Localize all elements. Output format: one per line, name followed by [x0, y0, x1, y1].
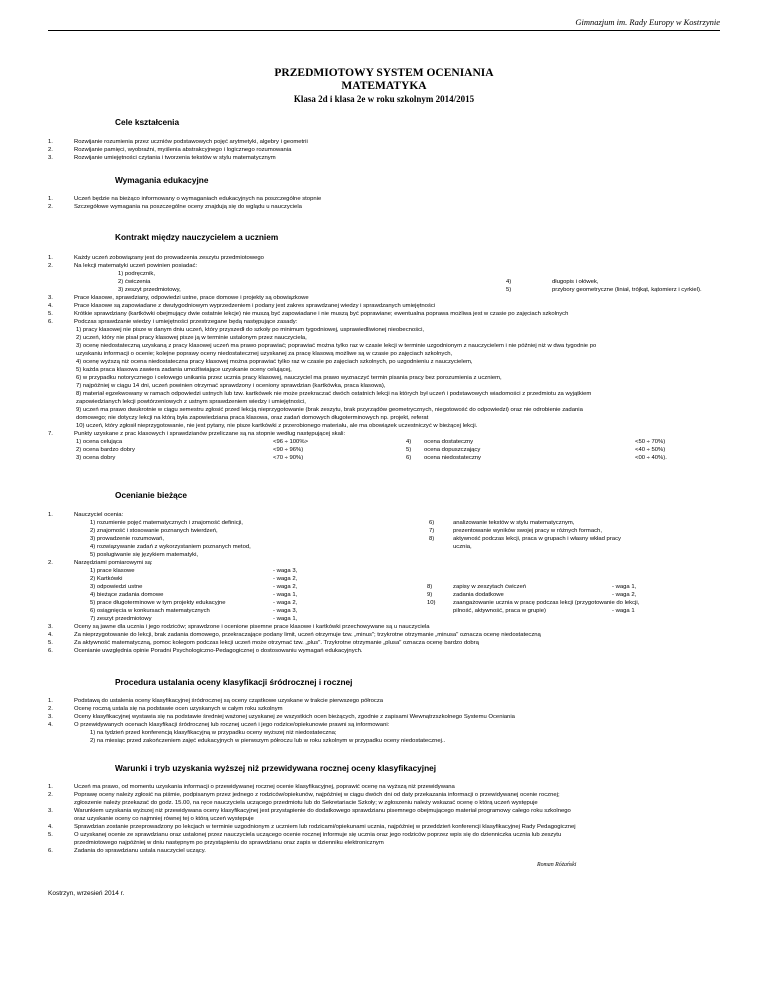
list-number: 1.: [48, 698, 53, 704]
list-item: Za aktywność matematyczną, pomoc kolegom podczas lekcji uczeń może otrzymać tzw. „plus". Trzykrotne otrzymanie „plusa" oznacza ocenę bardzo dobrą: [74, 640, 479, 646]
list-number: 4.: [48, 303, 53, 309]
list-number: 7.: [48, 431, 53, 437]
list-number: 2.: [48, 706, 53, 712]
section-heading-higher-grade: Warunki i tryb uzyskania wyższej niż przewidywana rocznej oceny klasyfikacyjnej: [115, 763, 437, 773]
doc-classes: Klasa 2d i klasa 2e w roku szkolnym 2014/2015: [293, 94, 475, 104]
section-heading-current-assessment: Ocenianie bieżące: [115, 490, 187, 500]
weight-tool: 2) Kartkówki: [90, 576, 123, 582]
list-item-cont: przedmiotowego najpóźniej w dniu następnym po przystąpieniu do sprawdzianu oraz zapis w dzienniku elektronicznym: [74, 840, 384, 846]
list-item: Nauczyciel ocenia:: [74, 512, 124, 518]
weight-tool: 3) odpowiedzi ustne: [90, 584, 143, 590]
list-number: 1.: [48, 255, 53, 261]
weight-tool: 6) osiągnięcia w konkursach matematycznych: [90, 608, 210, 614]
rule-item: zapowiedzianych lekcji powtórzeniowych z ustnym sprawdzeniem wiedzy i umiejętności,: [76, 399, 306, 405]
list-item: Podczas sprawdzanie wiedzy i umiejętności przestrzegane będą następujące zasady:: [74, 319, 298, 325]
list-item: Każdy uczeń zobowiązany jest do prowadzenia zeszytu przedmiotowego: [74, 255, 264, 261]
section-heading-classification: Procedura ustalania oceny klasyfikacji śródrocznej i rocznej: [115, 677, 353, 687]
weight-tool: pilność, aktywność, praca w grupie): [453, 608, 546, 614]
list-item: Prace klasowe, sprawdziany, odpowiedzi ustne, prace domowe i projekty są obowiązkowe: [74, 295, 309, 301]
scale-grade: 2) ocena bardzo dobry: [76, 447, 135, 453]
scale-range: <50 ÷ 70%): [635, 439, 666, 445]
list-item: Na lekcji matematyki uczeń powinien posiadać:: [74, 263, 198, 269]
equipment-item: 3) zeszyt przedmiotowy,: [118, 287, 181, 293]
weight-value: - waga 2,: [273, 576, 298, 582]
list-item: Za nieprzygotowanie do lekcji, brak zadania domowego, przekraczające podany limit, uczeń otrzymuje tzw. „minus"; trzykrotne otrzymanie „minusa" oznacza ocenę niedostateczną: [74, 632, 541, 638]
weight-tool: 4) bieżące zadania domowe: [90, 592, 164, 598]
list-number: 1.: [48, 784, 53, 790]
list-number: 5.: [48, 640, 53, 646]
list-number: 2.: [48, 560, 53, 566]
weight-value: - waga 3,: [273, 568, 298, 574]
weight-value: - waga 1,: [273, 616, 298, 622]
list-item: Rozwijanie pamięci, wyobraźni, myślenia abstrakcyjnego i logicznego rozumowania: [74, 147, 292, 153]
equipment-number: 5): [506, 287, 512, 293]
scale-grade: ocena dopuszczający: [424, 447, 481, 453]
equipment-item: długopis i ołówek,: [552, 279, 599, 285]
weight-tool: zaangażowanie ucznia w pracę podczas lekcji (przygotowanie do lekcji,: [453, 600, 640, 606]
weight-tool: 5) prace długoterminowe w tym projekty edukacyjne: [90, 600, 226, 606]
weight-tool: zapisy w zeszytach ćwiczeń: [453, 584, 527, 590]
list-item: Poprawę oceny należy zgłosić na piśmie, podpisanym przez jednego z rodziców/opiekunów, najpóźniej w ciągu dwóch dni od daty przekazania informacji o przewidywanej ocenie rocznej;: [74, 792, 560, 798]
scale-range: <70 ÷ 90%): [273, 455, 304, 461]
list-number: 4.: [48, 824, 53, 830]
header-rule: [48, 30, 720, 31]
equipment-item: 1) podręcznik,: [118, 271, 155, 277]
assessed-number: 7): [429, 528, 435, 534]
scale-range: <90 ÷ 96%): [273, 447, 304, 453]
list-item: Oceny są jawne dla ucznia i jego rodziców; sprawdzone i ocenione pisemne prace klasowe i kartkówki przechowywane są u nauczyciela: [74, 624, 430, 630]
list-item: Uczeń ma prawo, od momentu uzyskania informacji o przewidywanej rocznej ocenie klasyfikacyjnej, poprawić ocenę na wyższą niż przewidywana: [74, 784, 455, 790]
sub-item: 1) na tydzień przed konferencją klasyfikacyjną w przypadku oceny wyższej niż niedostateczna;: [90, 730, 337, 736]
place-date: Kostrzyn, wrzesień 2014 r.: [48, 890, 125, 897]
equipment-item: 2) ćwiczenia: [118, 279, 151, 285]
scale-grade: ocena niedostateczny: [424, 455, 481, 461]
list-item: O uzyskanej ocenie ze sprawdzianu oraz ustalonej przez nauczyciela uczącego ocenie rocznej informuje się ucznia oraz jego rodziców poprzez wpis się do dzienniczka ucznia lub zeszytu: [74, 832, 562, 838]
equipment-number: 4): [506, 279, 512, 285]
school-header: Gimnazjum im. Rady Europy w Kostrzynie: [575, 17, 720, 27]
weight-number: 8): [427, 584, 433, 590]
section-heading-requirements: Wymagania edukacyjne: [115, 175, 209, 185]
list-number: 6.: [48, 319, 53, 325]
list-item: O przewidywanych ocenach klasyfikacji śródrocznej lub rocznej uczeń i jego rodzice/opiekunowie prawni są informowani:: [74, 722, 390, 728]
list-number: 3.: [48, 808, 53, 814]
list-number: 2.: [48, 147, 53, 153]
scale-grade: ocena dostateczny: [424, 439, 474, 445]
list-number: 6.: [48, 848, 53, 854]
list-item: Punkty uzyskane z prac klasowych i sprawdzianów przeliczane są na stopnie według następującej skali:: [74, 431, 346, 437]
rule-item: uzyskaniu informacji o ocenie; kolejne poprawy oceny niedostatecznej uzyskanej za pracę klasową możliwe są w czasie po zajęciach szkolnych,: [76, 351, 453, 357]
list-number: 5.: [48, 832, 53, 838]
weight-number: 9): [427, 592, 433, 598]
list-number: 4.: [48, 722, 53, 728]
assessed-item: 5) posługiwanie się językiem matematyki,: [90, 552, 199, 558]
rule-item: domowego; nie dotyczy lekcji na którą była zapowiedziana praca klasowa, oraz zadań domowych długoterminowych np. projekt, referat: [76, 415, 429, 421]
weight-value: - waga 1: [612, 608, 635, 614]
list-number: 3.: [48, 155, 53, 161]
signature: Roman Różański: [537, 862, 577, 868]
weight-value: - waga 2,: [273, 600, 298, 606]
list-number: 2.: [48, 204, 53, 210]
list-item-cont: oraz uzyskanie oceny co najmniej równej tej o którą uczeń występuje: [74, 816, 254, 822]
section-heading-contract: Kontrakt między nauczycielem a uczniem: [115, 232, 279, 242]
list-item: Prace klasowe są zapowiadane z dwutygodniowym wyprzedzeniem i podany jest zakres sprawdzanej wiedzy i sprawdzanych umiejętności: [74, 303, 436, 309]
scale-grade: 1) ocena celująca: [76, 439, 123, 445]
scale-grade: 3) ocena dobry: [76, 455, 116, 461]
scale-range: <96 ÷ 100%>: [273, 439, 309, 445]
list-item: Krótkie sprawdziany (kartkówki obejmujący dwie ostatnie lekcje) nie muszą być zapowiadane i nie muszą być poprawiane; ewentualna poprawa możliwa jest w czasie po zajęciach szkolnych: [74, 311, 569, 317]
scale-number: 5): [406, 447, 412, 453]
list-number: 4.: [48, 632, 53, 638]
list-item: Warunkiem uzyskania wyższej niż przewidywana oceny klasyfikacyjnej jest przystąpienie do dodatkowego sprawdzianu pisemnego obejmującego materiał programowy całego roku szkolnego: [74, 808, 571, 814]
list-number: 3.: [48, 624, 53, 630]
assessed-item: analizowanie tekstów w stylu matematycznym,: [453, 520, 575, 526]
weight-value: - waga 3,: [273, 608, 298, 614]
assessed-item: prezentowanie wyników swojej pracy w różnych formach,: [453, 528, 602, 534]
rule-item: 10) uczeń, który zgłosił nieprzygotowanie, nie jest pytany, nie pisze kartkówki z przerobionego materiału, ale ma obowiązek uczestniczyć w bieżącej lekcji.: [76, 423, 478, 429]
list-item: Narzędziami pomiarowymi są:: [74, 560, 153, 566]
list-number: 3.: [48, 714, 53, 720]
assessed-item: 4) rozwiązywanie zadań z wykorzystaniem poznanych metod,: [90, 544, 251, 550]
rule-item: 7) najpóźniej w ciągu 14 dni, uczeń powinien otrzymać sprawdzony i oceniony sprawdzian (kartkówka, praca klasowa),: [76, 383, 386, 389]
assessed-item: aktywność podczas lekcji, praca w grupach i własny wkład pracy: [453, 536, 621, 542]
list-item: Oceny klasyfikacyjnej wystawia się na podstawie średniej ważonej uzyskanej ze wszystkich ocen bieżących, zgodnie z zapisami Wewnątrzszkolnego Systemu Oceniania: [74, 714, 515, 720]
list-item: Podstawą do ustalenia oceny klasyfikacyjnej śródrocznej są oceny cząstkowe uzyskane w trakcie pierwszego półrocza: [74, 698, 384, 704]
list-number: 2.: [48, 263, 53, 269]
rule-item: 6) w przypadku notorycznego i celowego unikania przez ucznia pracy klasowej, nauczyciel ma prawo wyznaczyć termin pisania pracy bez porozumienia z uczniem,: [76, 375, 502, 381]
list-number: 2.: [48, 792, 53, 798]
weight-tool: zadania dodatkowe: [453, 592, 504, 598]
rule-item: 5) każda praca klasowa zawiera zadania umożliwiające uzyskanie oceny celującej,: [76, 367, 292, 373]
list-item: Zadania do sprawdzianu ustala nauczyciel uczący.: [74, 848, 206, 854]
assessed-item: ucznia,: [453, 544, 472, 550]
scale-number: 4): [406, 439, 412, 445]
list-item: Rozwijanie rozumienia przez uczniów podstawowych pojęć arytmetyki, algebry i geometrii: [74, 139, 308, 145]
weight-value: - waga 1,: [273, 592, 298, 598]
scale-number: 6): [406, 455, 412, 461]
list-item: Ocenianie uwzględnia opinie Poradni Psychologiczno-Pedagogicznej o dostosowaniu wymagań edukacyjnych.: [74, 648, 363, 654]
assessed-number: 8): [429, 536, 435, 542]
weight-tool: 7) zeszyt przedmiotowy: [90, 616, 152, 622]
list-item-cont: zgłoszenie należy przekazać do godz. 15.00, na ręce nauczyciela uczącego przedmiotu lub do Sekretariacie Szkoły; w zgłoszeniu należy wskazać ocenę o którą uczeń występuje: [74, 800, 538, 806]
weight-tool: 1) prace klasowe: [90, 568, 135, 574]
list-item: Rozwijanie umiejętności czytania i tworzenia tekstów w stylu matematycznym: [74, 155, 276, 161]
assessed-number: 6): [429, 520, 435, 526]
list-number: 1.: [48, 139, 53, 145]
rule-item: 3) ocenę niedostateczną uzyskaną z pracy klasowej uczeń ma prawo poprawiać; poprawiać można tylko raz w czasie lekcji w terminie uzgodnionym z nauczycielem i nie później niż w dwa tygodnie po: [76, 343, 597, 349]
list-number: 5.: [48, 311, 53, 317]
assessed-item: 1) rozumienie pojęć matematycznych i znajomość definicji,: [90, 520, 243, 526]
list-item: Szczegółowe wymagania na poszczególne oceny znajdują się do wglądu u nauczyciela: [74, 204, 302, 210]
weight-value: - waga 2,: [612, 592, 637, 598]
list-number: 6.: [48, 648, 53, 654]
weight-value: - waga 1,: [612, 584, 637, 590]
list-item: Ocenę roczną ustala się na podstawie ocen uzyskanych w całym roku szkolnym: [74, 706, 283, 712]
list-number: 1.: [48, 512, 53, 518]
sub-item: 2) na miesiąc przed zakończeniem zajęć edukacyjnych w pierwszym półroczu lub w roku szkolnym w przypadku oceny niedostatecznej..: [90, 738, 446, 744]
weight-number: 10): [427, 600, 436, 606]
list-item: Sprawdzian zostanie przeprowadzony po lekcjach w terminie uzgodnionym z uczniem lub rodzicami/opiekunami ucznia, najpóźniej w przeddzień konferencji klasyfikacyjnej Rady Pedagogicznej: [74, 824, 576, 830]
scale-range: <40 ÷ 50%): [635, 447, 666, 453]
rule-item: 4) ocenę wyższą niż ocena niedostateczna pracy klasowej można poprawiać tylko raz w czasie po zajęciach szkolnych, po uzgodnieniu z nauczycielem,: [76, 359, 473, 365]
scale-range: <00 ÷ 40%).: [635, 455, 667, 461]
list-number: 3.: [48, 295, 53, 301]
list-number: 1.: [48, 196, 53, 202]
doc-subject: MATEMATYKA: [341, 80, 427, 92]
doc-title: PRZEDMIOTOWY SYSTEM OCENIANIA: [274, 67, 494, 79]
assessed-item: 2) znajomość i stosowanie poznanych twierdzeń,: [90, 528, 218, 534]
assessed-item: 3) prowadzenie rozumowań,: [90, 536, 164, 542]
equipment-item: przybory geometryczne (liniał, trójkąt, kątomierz i cyrkiel).: [552, 287, 702, 293]
section-heading-goals: Cele kształcenia: [115, 117, 180, 127]
list-item: Uczeń będzie na bieżąco informowany o wymaganiach edukacyjnych na poszczególne stopnie: [74, 196, 322, 202]
rule-item: 2) uczeń, który nie pisał pracy klasowej pisze ją w terminie ustalonym przez nauczyciela,: [76, 335, 307, 341]
rule-item: 8) materiał egzekwowany w ramach odpowiedzi ustnych lub tzw. kartkówek nie może przekraczać dwóch ostatnich lekcji na których był uczeń i podstawowych wiadomości z przedmiotu za wyjątkiem: [76, 391, 592, 397]
rule-item: 9) uczeń ma prawo dwukrotnie w ciągu semestru zgłosić przed lekcją nieprzygotowanie (brak zeszytu, brak przyrządów geometrycznych, niegotowość do odpowiedzi) oraz nie odrobienie zadania: [76, 407, 583, 413]
weight-value: - waga 2,: [273, 584, 298, 590]
rule-item: 1) pracy klasowej nie pisze w danym dniu uczeń, który przyszedł do szkoły po minimum tygodniowej, usprawiedliwionej nieobecności,: [76, 327, 425, 333]
